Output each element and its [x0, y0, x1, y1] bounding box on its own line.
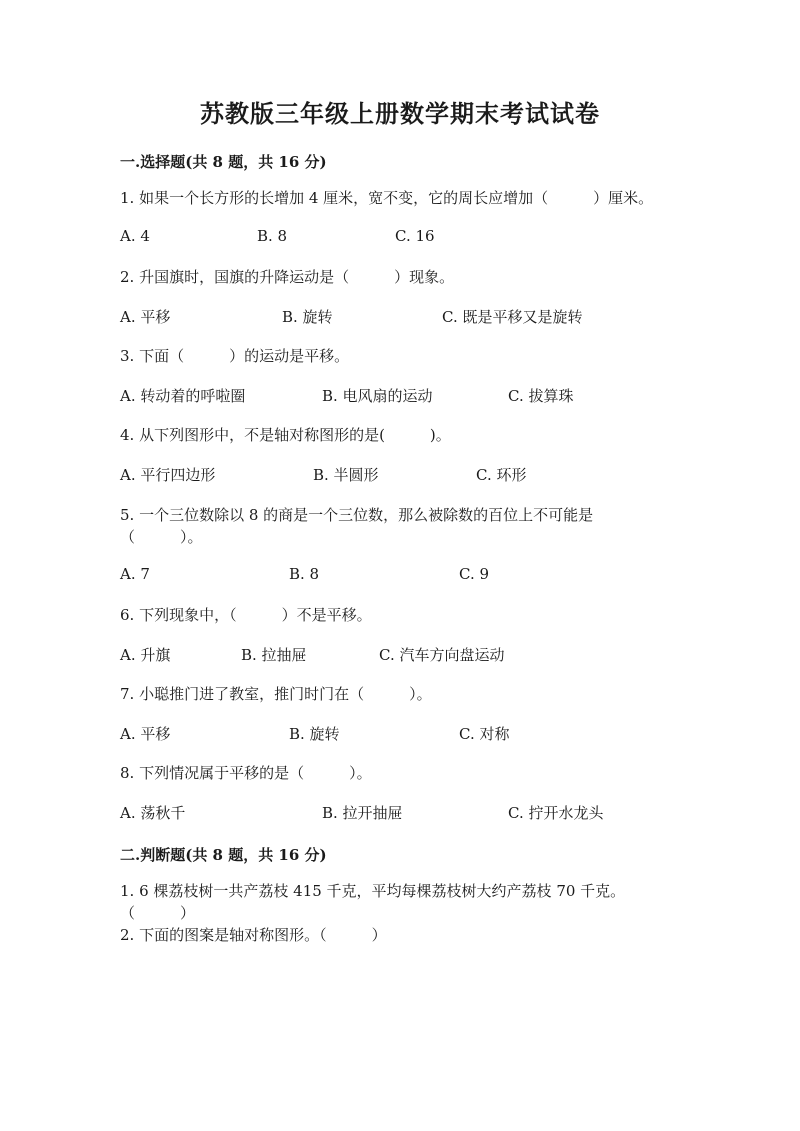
question-text: [120, 880, 680, 924]
option-a: A. 荡秋千: [120, 804, 186, 822]
question-options: [120, 306, 720, 328]
option-c: C. 16: [395, 227, 435, 245]
question-options: [120, 385, 720, 407]
question-text-line2: （ ）。: [120, 528, 203, 546]
option-a: A. 平移: [120, 308, 171, 326]
question-text: 3. 下面（ ）的运动是平移。: [120, 347, 350, 365]
option-a: A. 4: [120, 227, 150, 245]
question-text: 6. 下列现象中，（ ）不是平移。: [120, 606, 372, 624]
option-c: C. 9: [459, 565, 490, 583]
question-text-line2: （ ）: [120, 904, 196, 922]
exam-title: 苏教版三年级上册数学期末考试试卷: [200, 99, 600, 128]
option-b: B. 8: [257, 227, 288, 245]
question-text: [120, 504, 680, 548]
option-c: C. 汽车方向盘运动: [379, 646, 505, 664]
option-b: B. 旋转: [282, 308, 333, 326]
question-text: 2. 下面的图案是轴对称图形。（ ）: [120, 926, 387, 944]
option-c: C. 既是平移又是旋转: [442, 308, 583, 326]
option-b: B. 拉开抽屉: [322, 804, 403, 822]
option-c: C. 拧开水龙头: [508, 804, 604, 822]
option-b: B. 8: [289, 565, 320, 583]
option-a: A. 平移: [120, 725, 171, 743]
question-options: [120, 644, 720, 666]
option-a: A. 升旗: [120, 646, 171, 664]
option-c: C. 对称: [459, 725, 510, 743]
question-text: 7. 小聪推门进了教室，推门时门在（ ）。: [120, 685, 432, 703]
option-a: A. 转动着的呼啦圈: [120, 387, 246, 405]
question-options: [120, 802, 720, 824]
option-a: A. 平行四边形: [120, 466, 216, 484]
question-text: 4. 从下列图形中，不是轴对称图形的是( )。: [120, 426, 451, 444]
option-c: C. 拔算珠: [508, 387, 574, 405]
question-options: [120, 464, 720, 486]
section-header-judgement: 二.判断题(共 8 题，共 16 分): [120, 846, 327, 864]
question-text: 8. 下列情况属于平移的是（ ）。: [120, 764, 372, 782]
option-b: B. 电风扇的运动: [322, 387, 433, 405]
question-text-line1: 1. 6 棵荔枝树一共产荔枝 415 千克，平均每棵荔枝树大约产荔枝 70 千克。: [120, 882, 626, 900]
option-c: C. 环形: [476, 466, 527, 484]
question-options: [120, 723, 720, 745]
option-b: B. 拉抽屉: [241, 646, 307, 664]
question-text: 2. 升国旗时，国旗的升降运动是（ ）现象。: [120, 268, 455, 286]
question-text: 1. 如果一个长方形的长增加 4 厘米，宽不变，它的周长应增加（ ）厘米。: [120, 189, 654, 207]
question-options: [120, 565, 720, 587]
option-b: B. 旋转: [289, 725, 340, 743]
section-header-choice: 一.选择题(共 8 题，共 16 分): [120, 153, 327, 171]
question-options: [120, 227, 720, 249]
option-b: B. 半圆形: [313, 466, 379, 484]
question-text-line1: 5. 一个三位数除以 8 的商是一个三位数，那么被除数的百位上不可能是: [120, 506, 594, 524]
option-a: A. 7: [120, 565, 150, 583]
